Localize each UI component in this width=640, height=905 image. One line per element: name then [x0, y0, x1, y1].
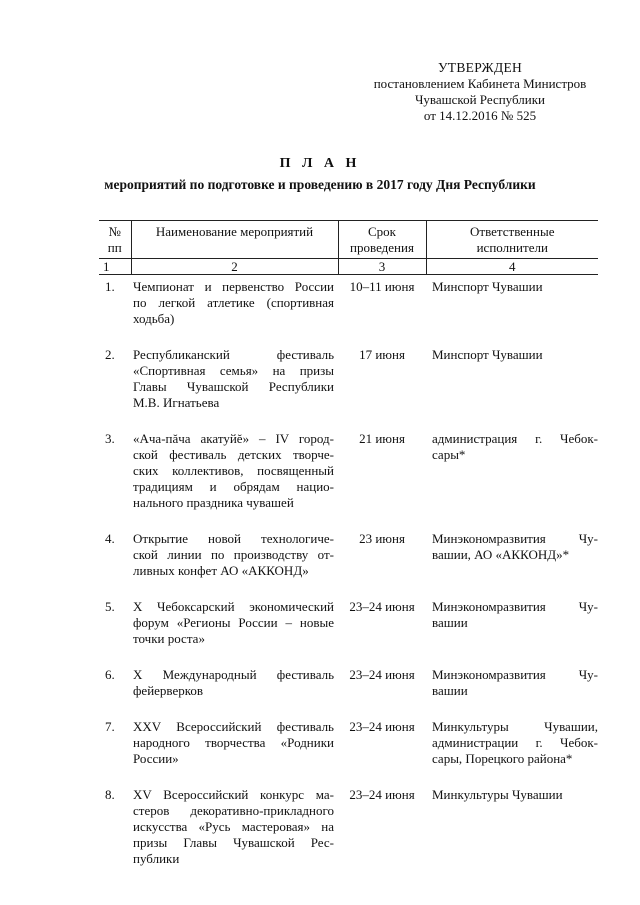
header-date-l1: Срок [368, 224, 396, 239]
event-responsible [426, 663, 598, 715]
table-header-row [99, 221, 598, 259]
event-name [131, 275, 338, 344]
event-responsible-line: Минкультуры Чувашии [432, 787, 563, 802]
event-responsible-line: сары* [432, 447, 466, 462]
table-row [99, 275, 598, 344]
header-date [338, 221, 426, 259]
column-number: 3 [338, 259, 426, 275]
event-date: 23–24 июня [349, 599, 415, 614]
row-number: 3. [105, 431, 115, 446]
event-responsible [426, 343, 598, 427]
event-name-line: по легкой атлетике (спортивная [133, 295, 334, 310]
event-responsible-line: администрации г. Чебок- [432, 735, 598, 750]
event-responsible-line: Минэкономразвития Чу- [432, 599, 598, 614]
approval-line-1: постановлением Кабинета Министров [373, 76, 587, 91]
table-row [99, 595, 598, 663]
event-name-line: XV Всероссийский конкурс ма- [133, 787, 334, 802]
event-name [131, 595, 338, 663]
event-responsible-line: Минэкономразвития Чу- [432, 667, 598, 682]
event-name-line: стеров декоративно-прикладного [133, 803, 334, 818]
event-name [131, 527, 338, 595]
event-name-line: М.В. Игнатьева [133, 395, 220, 410]
header-resp-l2: исполнители [476, 240, 548, 255]
event-name [131, 343, 338, 427]
column-number: 2 [131, 259, 338, 275]
row-number: 5. [105, 599, 115, 614]
event-name-line: форум «Регионы России – новые [133, 615, 334, 630]
header-number-l1: № [108, 224, 121, 239]
event-responsible [426, 527, 598, 595]
row-number: 8. [105, 787, 115, 802]
header-date-l2: проведения [350, 240, 414, 255]
event-name [131, 783, 338, 867]
event-responsible-line: администрация г. Чебок- [432, 431, 598, 446]
event-name-line: XXV Всероссийский фестиваль [133, 719, 334, 734]
column-number-row [99, 259, 598, 275]
event-name-line: публики [133, 851, 180, 866]
row-number: 4. [105, 531, 115, 546]
event-name-line: традициям и обрядам нацио- [133, 479, 334, 494]
event-responsible [426, 783, 598, 867]
event-name-line: призы Главы Чувашской Рес- [133, 835, 334, 850]
event-name-line: нального праздника чувашей [133, 495, 294, 510]
approval-stamp [350, 60, 610, 124]
table-row [99, 715, 598, 783]
event-responsible [426, 595, 598, 663]
event-responsible [426, 427, 598, 527]
event-responsible-line: Минспорт Чувашии [432, 279, 543, 294]
row-number: 2. [105, 347, 115, 362]
event-name-line: ских коллективов, посвященный [133, 463, 334, 478]
event-name-line: Республиканский фестиваль [133, 347, 334, 362]
approval-line-2: Чувашской Республики [414, 92, 546, 107]
event-name-line: X Чебоксарский экономический [133, 599, 334, 614]
event-responsible-line: Минэкономразвития Чу- [432, 531, 598, 546]
event-date: 23 июня [359, 531, 405, 546]
plan-title: П Л А Н [279, 156, 361, 171]
plan-table [99, 220, 598, 867]
event-name-line: России» [133, 751, 179, 766]
row-number: 1. [105, 279, 115, 294]
event-date: 23–24 июня [349, 787, 415, 802]
row-number: 6. [105, 667, 115, 682]
table-row [99, 427, 598, 527]
table-row [99, 527, 598, 595]
event-responsible-line: сары, Порецкого района* [432, 751, 573, 766]
event-name-line: «Спортивная семья» на призы [133, 363, 334, 378]
header-number [99, 221, 131, 259]
event-responsible-line: Минкультуры Чувашии, [432, 719, 598, 734]
event-responsible-line: вашии, АО «АККОНД»* [432, 547, 570, 562]
event-name-line: ливных конфет АО «АККОНД» [133, 563, 309, 578]
row-number: 7. [105, 719, 115, 734]
plan-subtitle: мероприятий по подготовке и проведению в 2017 году Дня Республики [104, 177, 536, 192]
event-name-line: ходьба) [133, 311, 175, 326]
event-name-line: искусства «Русь мастеровая» на [133, 819, 334, 834]
table-row [99, 343, 598, 427]
header-resp-l1: Ответственные [470, 224, 555, 239]
event-name [131, 663, 338, 715]
event-name-line: Открытие новой технологиче- [133, 531, 334, 546]
event-name-line: фейерверков [133, 683, 204, 698]
event-responsible [426, 275, 598, 344]
event-responsible-line: вашии [432, 683, 468, 698]
event-responsible-line: вашии [432, 615, 468, 630]
event-responsible [426, 715, 598, 783]
event-name [131, 715, 338, 783]
event-name-line: ской фестиваль детских творче- [133, 447, 334, 462]
approval-title: УТВЕРЖДЕН [437, 60, 523, 75]
event-responsible-line: Минспорт Чувашии [432, 347, 543, 362]
event-date: 10–11 июня [349, 279, 415, 294]
event-date: 23–24 июня [349, 667, 415, 682]
event-name-line: Чемпионат и первенство России [133, 279, 334, 294]
event-name-line: ской линии по производству от- [133, 547, 334, 562]
column-number: 4 [426, 259, 598, 275]
table-body [99, 275, 598, 868]
event-name-line: народного творчества «Родники [133, 735, 334, 750]
table-row [99, 783, 598, 867]
header-responsible [426, 221, 598, 259]
column-number: 1 [99, 259, 131, 275]
event-name [131, 427, 338, 527]
approval-line-3: от 14.12.2016 № 525 [423, 108, 537, 123]
event-name-line: точки роста» [133, 631, 205, 646]
header-number-l2: пп [107, 240, 122, 255]
event-name-line: Главы Чувашской Республики [133, 379, 334, 394]
table-row [99, 663, 598, 715]
header-name-text: Наименование мероприятий [155, 224, 314, 239]
header-name [131, 221, 338, 259]
event-date: 17 июня [359, 347, 405, 362]
event-date: 21 июня [359, 431, 405, 446]
event-name-line: «Ача-пăча акатуйĕ» – IV город- [133, 431, 334, 446]
event-date: 23–24 июня [349, 719, 415, 734]
event-name-line: X Международный фестиваль [133, 667, 334, 682]
